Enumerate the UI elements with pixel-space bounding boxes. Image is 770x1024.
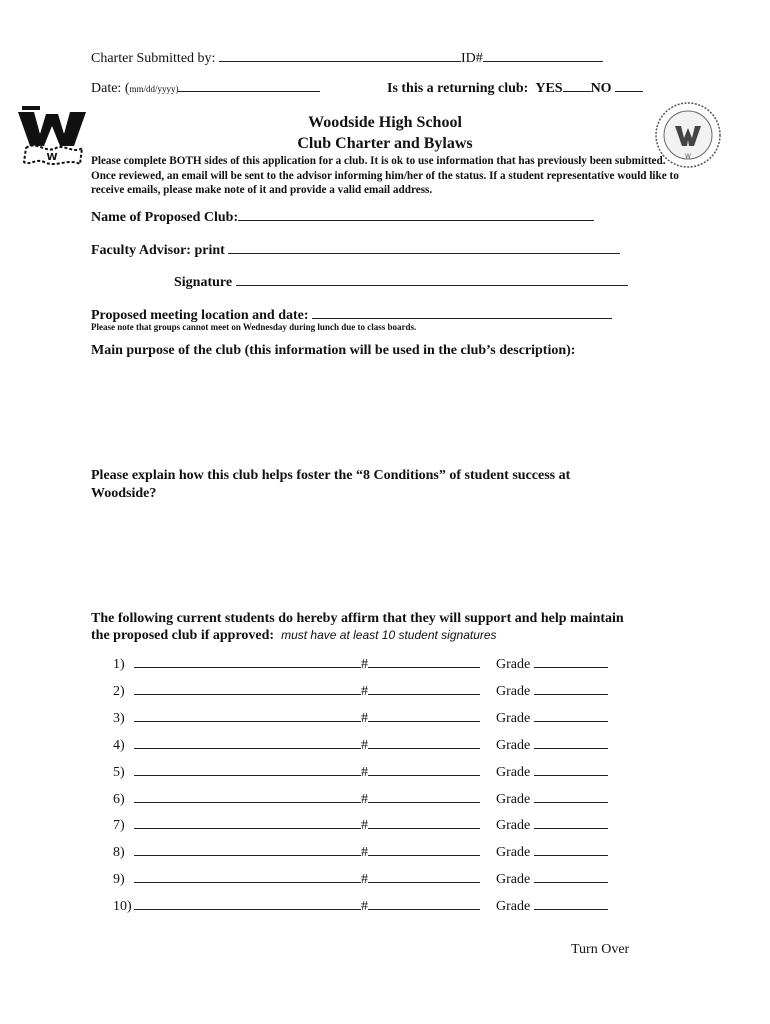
conditions-answer-area[interactable] (91, 508, 681, 604)
grade-label: Grade (496, 738, 531, 753)
id-label: ID# (460, 51, 483, 66)
student-id-field[interactable] (368, 841, 480, 856)
student-id-field[interactable] (368, 707, 480, 722)
grade-field[interactable] (534, 814, 608, 829)
instructions-paragraph: Please complete BOTH sides of this application for a club. It is ok to use information that has previously been submitted. Once reviewed, an email will be sent to the advisor informing him/her of the status. If a student representative would like to receive emails, please make note of it and provide a valid email address. (91, 155, 679, 196)
advisor-row (91, 239, 620, 259)
grade-label: Grade (496, 872, 531, 887)
charter-submitted-row (91, 47, 603, 67)
grade-label: Grade (496, 657, 531, 672)
turn-over-label: Turn Over (571, 942, 630, 957)
date-label: Date: ( (91, 81, 130, 96)
student-id-field[interactable] (368, 761, 480, 776)
grade-label: Grade (496, 765, 531, 780)
grade-field[interactable] (534, 895, 608, 910)
student-name-field[interactable] (134, 734, 361, 749)
student-id-hash: # (361, 845, 368, 860)
row-number: 5) (113, 765, 125, 780)
row-number: 7) (113, 818, 125, 833)
student-id-hash: # (361, 711, 368, 726)
student-id-field[interactable] (368, 680, 480, 695)
document-title: Club Charter and Bylaws (297, 135, 473, 152)
no-label: NO (590, 81, 612, 96)
grade-field[interactable] (534, 868, 608, 883)
student-name-field[interactable] (134, 788, 361, 803)
student-name-field[interactable] (134, 653, 361, 668)
grade-label: Grade (496, 818, 531, 833)
grade-label: Grade (496, 684, 531, 699)
conditions-question-line2: Woodside? (91, 486, 157, 501)
table-row (113, 680, 608, 700)
student-name-field[interactable] (134, 868, 361, 883)
date-format-hint: mm/dd/yyyy) (129, 84, 179, 94)
date-field[interactable] (178, 77, 320, 92)
yes-label: YES (535, 81, 563, 96)
meeting-field[interactable] (312, 304, 612, 319)
student-id-field[interactable] (368, 788, 480, 803)
date-row (91, 77, 320, 97)
advisor-print-field[interactable] (228, 239, 620, 254)
meeting-label: Proposed meeting location and date: (91, 308, 309, 323)
row-number: 4) (113, 738, 125, 753)
advisor-label: Faculty Advisor: print (91, 243, 225, 258)
grade-label: Grade (496, 711, 531, 726)
meeting-note: Please note that groups cannot meet on Wednesday during lunch due to class boards. (91, 322, 417, 332)
student-id-hash: # (361, 684, 368, 699)
id-field[interactable] (483, 47, 603, 62)
table-row (113, 653, 608, 673)
student-name-field[interactable] (134, 707, 361, 722)
signature-row (174, 271, 628, 291)
grade-field[interactable] (534, 761, 608, 776)
student-name-field[interactable] (134, 680, 361, 695)
student-name-field[interactable] (134, 841, 361, 856)
affirm-line2-row (91, 628, 497, 644)
meeting-row (91, 304, 612, 324)
table-row (113, 788, 608, 808)
table-row (113, 895, 608, 915)
grade-field[interactable] (534, 653, 608, 668)
signature-label: Signature (174, 275, 233, 290)
school-w-logo-icon (16, 104, 88, 170)
purpose-question: Main purpose of the club (this information will be used in the club’s description): (91, 343, 576, 358)
table-row (113, 761, 608, 781)
charter-submitted-field[interactable] (219, 47, 461, 62)
purpose-answer-area[interactable] (91, 364, 681, 460)
student-id-hash: # (361, 899, 368, 914)
seal-letter: W (685, 153, 691, 160)
table-row (113, 841, 608, 861)
row-number: 9) (113, 872, 125, 887)
no-field[interactable] (615, 77, 643, 92)
returning-label: Is this a returning club: (387, 81, 529, 96)
affirm-note: must have at least 10 student signatures (281, 628, 497, 642)
grade-field[interactable] (534, 707, 608, 722)
club-name-field[interactable] (238, 206, 594, 221)
grade-label: Grade (496, 792, 531, 807)
student-id-field[interactable] (368, 734, 480, 749)
club-name-row (91, 206, 594, 226)
grade-field[interactable] (534, 680, 608, 695)
affirm-line2: the proposed club if approved: (91, 628, 275, 643)
row-number: 10) (113, 899, 132, 914)
grade-label: Grade (496, 899, 531, 914)
grade-field[interactable] (534, 734, 608, 749)
yes-field[interactable] (563, 77, 591, 92)
table-row (113, 707, 608, 727)
student-id-hash: # (361, 818, 368, 833)
student-id-hash: # (361, 765, 368, 780)
row-number: 3) (113, 711, 125, 726)
affirm-line1: The following current students do hereby affirm that they will support and help maintain (91, 611, 624, 626)
student-id-hash: # (361, 872, 368, 887)
grade-label: Grade (496, 845, 531, 860)
club-name-label: Name of Proposed Club: (91, 210, 239, 225)
student-name-field[interactable] (134, 895, 361, 910)
row-number: 8) (113, 845, 125, 860)
grade-field[interactable] (534, 788, 608, 803)
advisor-signature-field[interactable] (236, 271, 628, 286)
row-number: 6) (113, 792, 125, 807)
student-id-hash: # (361, 792, 368, 807)
student-id-hash: # (361, 738, 368, 753)
table-row (113, 734, 608, 754)
grade-field[interactable] (534, 841, 608, 856)
school-title: Woodside High School (308, 114, 462, 131)
table-row (113, 868, 608, 888)
returning-club-row (387, 77, 643, 97)
student-id-field[interactable] (368, 868, 480, 883)
row-number: 2) (113, 684, 125, 699)
student-id-field[interactable] (368, 653, 480, 668)
charter-submitted-label: Charter Submitted by: (91, 51, 219, 66)
table-row (113, 814, 608, 834)
student-id-hash: # (361, 657, 368, 672)
left-logo-letter: W (46, 152, 58, 163)
row-number: 1) (113, 657, 125, 672)
student-id-field[interactable] (368, 895, 480, 910)
student-id-field[interactable] (368, 814, 480, 829)
student-name-field[interactable] (134, 814, 361, 829)
student-name-field[interactable] (134, 761, 361, 776)
conditions-question-line1: Please explain how this club helps foster the “8 Conditions” of student success at (91, 468, 571, 483)
